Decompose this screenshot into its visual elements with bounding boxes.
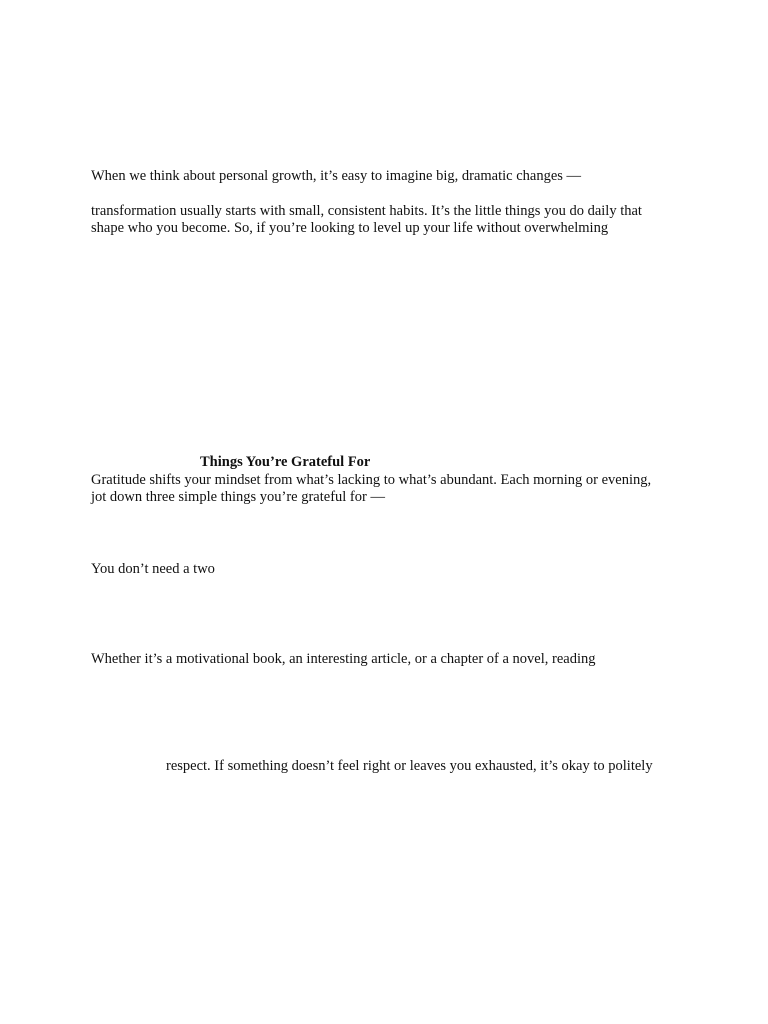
intro-paragraph-line: When we think about personal growth, it’s easy to imagine big, dramatic changes — xyxy=(91,168,582,184)
gratitude-paragraph-line-1: Gratitude shifts your mindset from what’s lacking to what’s abundant. Each morning or evening, xyxy=(91,472,652,488)
habits-paragraph-line-2: shape who you become. So, if you’re looking to level up your life without overwhelming xyxy=(91,220,609,236)
reading-paragraph-line: Whether it’s a motivational book, an interesting article, or a chapter of a novel, reading xyxy=(91,651,596,667)
respect-paragraph-line: respect. If something doesn’t feel right or leaves you exhausted, it’s okay to politely xyxy=(166,758,653,774)
habits-paragraph-line-1: transformation usually starts with small, consistent habits. It’s the little things you do daily that xyxy=(91,203,642,219)
two-paragraph-line: You don’t need a two xyxy=(91,561,215,577)
gratitude-paragraph-line-2: jot down three simple things you’re grateful for — xyxy=(91,489,385,505)
section-heading-grateful: Things You’re Grateful For xyxy=(200,454,371,470)
